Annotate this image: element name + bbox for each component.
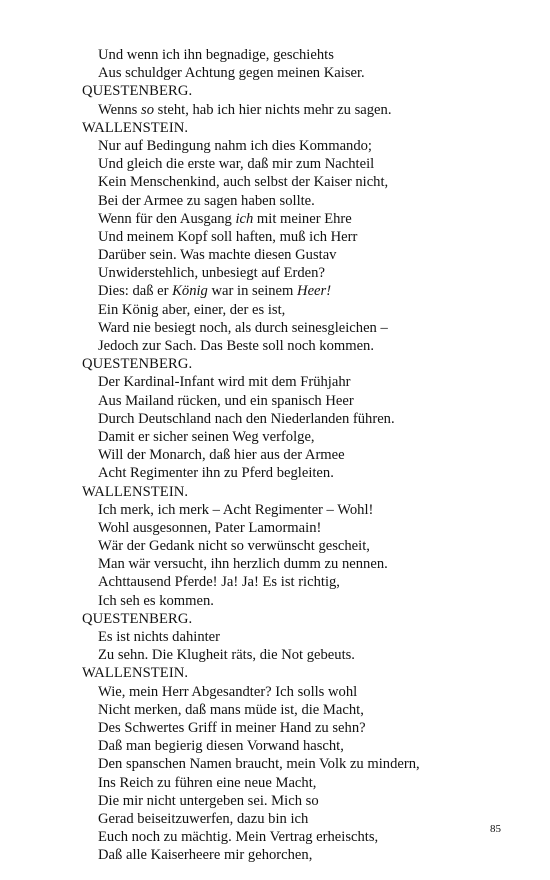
verse-line (82, 628, 522, 646)
verse-line (82, 64, 522, 82)
verse-line (82, 446, 522, 464)
verse-line (82, 792, 522, 810)
line-text: Kein Menschenkind, auch selbst der Kaiser nicht, (98, 174, 389, 191)
speaker-name (82, 119, 522, 137)
emphasized-text: so (141, 101, 154, 118)
verse-line (82, 828, 522, 846)
line-text: Daß alle Kaiserheere mir gehorchen, (98, 847, 313, 864)
verse-line (82, 701, 522, 719)
verse-line (82, 464, 522, 482)
verse-line (82, 155, 522, 173)
line-text: Und gleich die erste war, daß mir zum Nachteil (98, 156, 375, 173)
line-text: Man wär versucht, ihn herzlich dumm zu nennen. (98, 556, 388, 573)
line-text: steht, hab ich hier nichts mehr zu sagen. (154, 101, 392, 118)
line-text: Jedoch zur Sach. Das Beste soll noch kommen. (98, 338, 375, 354)
verse-line (82, 410, 522, 428)
verse-line (82, 282, 522, 300)
line-text: Durch Deutschland nach den Niederlanden führen. (98, 410, 395, 427)
verse-line (82, 192, 522, 210)
verse-line (82, 755, 522, 773)
line-text: Und wenn ich ihn begnadige, geschiehts (98, 47, 334, 63)
verse-line (82, 392, 522, 410)
line-text: QUESTENBERG. (82, 83, 193, 100)
line-text: Unwiderstehlich, unbesiegt auf Erden? (98, 265, 325, 282)
line-text: Wär der Gedank nicht so verwünscht gescheit, (98, 538, 370, 555)
verse-line (82, 810, 522, 828)
line-text: Und meinem Kopf soll haften, muß ich Herr (98, 228, 358, 245)
line-text: Gerad beiseitzuwerfen, dazu bin ich (98, 810, 309, 827)
verse-line (82, 301, 522, 319)
verse-line (82, 428, 522, 446)
line-text: Bei der Armee zu sagen haben sollte. (98, 192, 315, 209)
line-text: mit meiner Ehre (253, 210, 352, 227)
verse-line (82, 210, 522, 228)
verse-line (82, 573, 522, 591)
verse-line (82, 337, 522, 355)
line-text: Die mir nicht untergeben sei. Mich so (98, 792, 319, 809)
line-text: Daß man begierig diesen Vorwand hascht, (98, 738, 344, 755)
emphasized-text: König (172, 283, 208, 300)
verse-line (82, 737, 522, 755)
line-text: Ward nie besiegt noch, als durch seinesgleichen – (98, 319, 388, 336)
verse-line (82, 555, 522, 573)
line-text: Ins Reich zu führen eine neue Macht, (98, 774, 317, 791)
speaker-name (82, 664, 522, 682)
line-text: Damit er sicher seinen Weg verfolge, (98, 428, 315, 445)
line-text: Des Schwertes Griff in meiner Hand zu sehn? (98, 719, 366, 736)
verse-line (82, 846, 522, 864)
emphasized-text: Heer! (297, 283, 332, 300)
verse-line (82, 173, 522, 191)
line-text: Zu sehn. Die Klugheit räts, die Not gebeuts. (98, 647, 355, 664)
speaker-name (82, 82, 522, 100)
line-text: war in seinem (207, 283, 298, 300)
line-text: WALLENSTEIN. (82, 483, 189, 500)
verse-line (82, 46, 522, 64)
line-text: Nicht merken, daß mans müde ist, die Macht, (98, 701, 364, 718)
verse-line (82, 101, 522, 119)
speaker-name (82, 355, 522, 373)
line-text: Ich seh es kommen. (98, 592, 214, 609)
line-text: Nur auf Bedingung nahm ich dies Kommando; (98, 137, 372, 154)
verse-line (82, 228, 522, 246)
play-text (82, 46, 522, 864)
line-text: Acht Regimenter ihn zu Pferd begleiten. (98, 465, 334, 482)
line-text: Achttausend Pferde! Ja! Ja! Es ist richtig, (98, 574, 340, 591)
page-number: 85 (490, 823, 501, 835)
line-text: Ein König aber, einer, der es ist, (98, 301, 286, 318)
verse-line (82, 501, 522, 519)
speaker-name (82, 610, 522, 628)
line-text: WALLENSTEIN. (82, 119, 189, 136)
speaker-name (82, 483, 522, 501)
line-text: QUESTENBERG. (82, 610, 193, 627)
line-text: Wenns (98, 101, 142, 118)
verse-line (82, 246, 522, 264)
verse-line (82, 537, 522, 555)
line-text: QUESTENBERG. (82, 356, 193, 373)
verse-line (82, 137, 522, 155)
verse-line (82, 264, 522, 282)
verse-line (82, 683, 522, 701)
emphasized-text: ich (235, 210, 254, 227)
line-text: Den spanschen Namen braucht, mein Volk zu mindern, (98, 756, 420, 773)
verse-line (82, 719, 522, 737)
line-text: WALLENSTEIN. (82, 665, 189, 682)
line-text: Wie, mein Herr Abgesandter? Ich solls wohl (98, 683, 358, 700)
line-text: Es ist nichts dahinter (98, 629, 221, 645)
line-text: Euch noch zu mächtig. Mein Vertrag erheischts, (98, 829, 379, 846)
verse-line (82, 592, 522, 610)
line-text: Aus Mailand rücken, und ein spanisch Heer (98, 392, 354, 409)
verse-line (82, 646, 522, 664)
verse-line (82, 373, 522, 391)
line-text: Wenn für den Ausgang (98, 210, 236, 227)
line-text: Will der Monarch, daß hier aus der Armee (98, 447, 345, 464)
line-text: Wohl ausgesonnen, Pater Lamormain! (98, 519, 322, 536)
line-text: Aus schuldger Achtung gegen meinen Kaiser. (98, 65, 365, 82)
line-text: Dies: daß er (98, 283, 173, 300)
line-text: Darüber sein. Was machte diesen Gustav (98, 247, 337, 264)
line-text: Der Kardinal-Infant wird mit dem Frühjahr (98, 374, 351, 391)
verse-line (82, 774, 522, 792)
line-text: Ich merk, ich merk – Acht Regimenter – Wohl! (98, 501, 374, 518)
verse-line (82, 319, 522, 337)
verse-line (82, 519, 522, 537)
